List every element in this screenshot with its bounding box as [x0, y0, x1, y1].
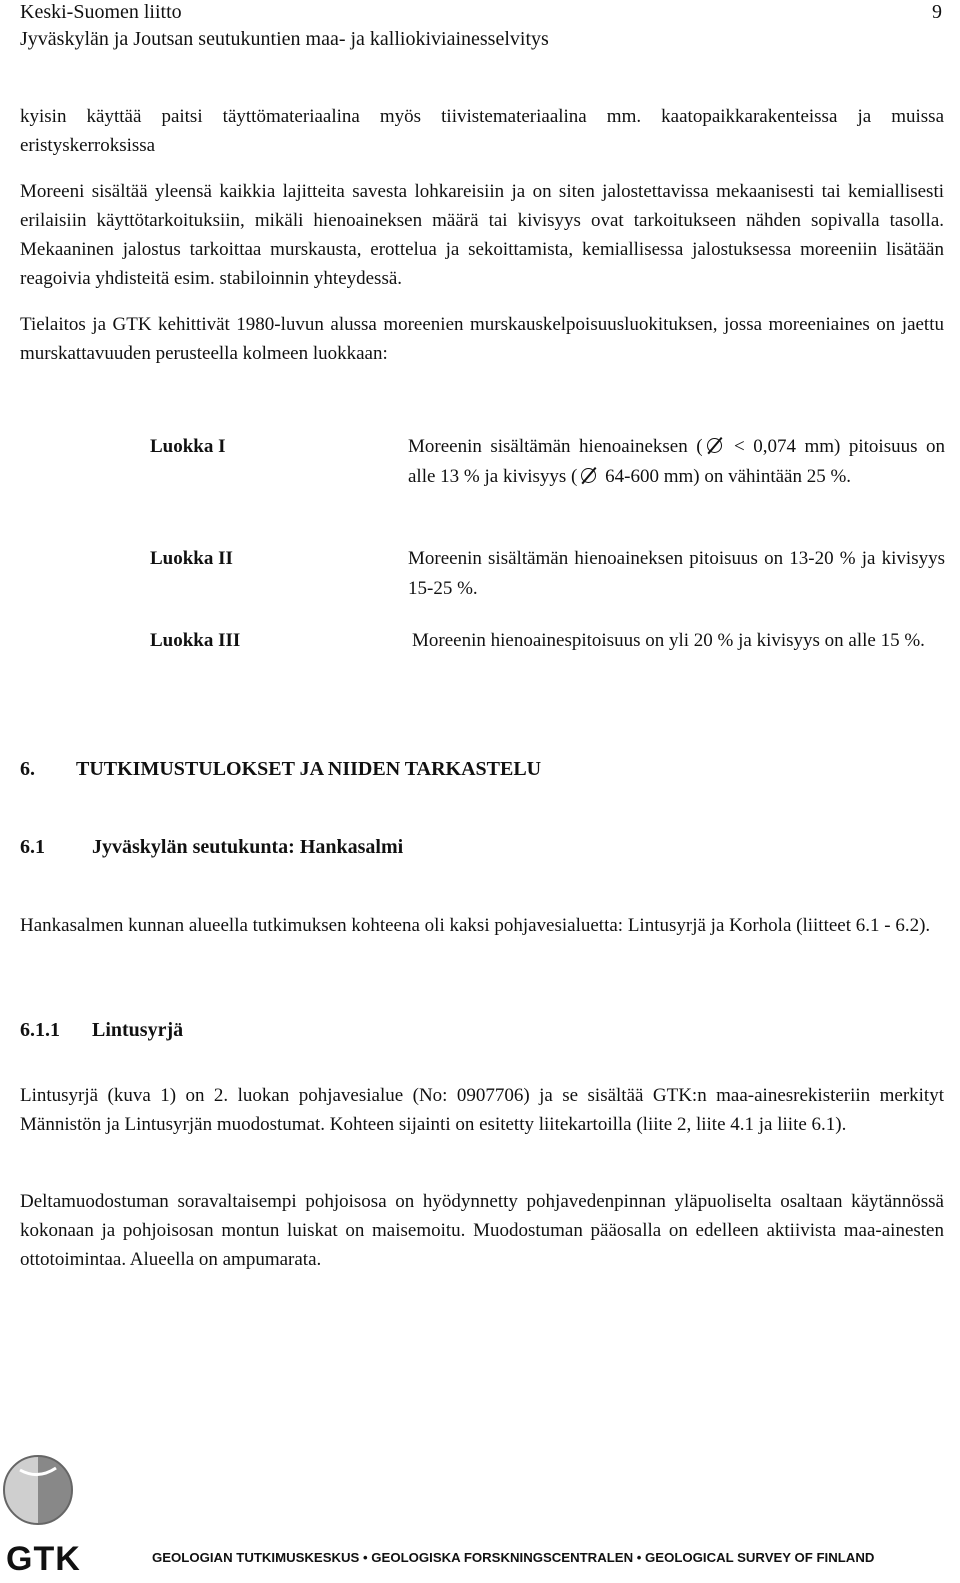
class-description: Moreenin sisältämän hienoaineksen pitoisuus on 13-20 % ja kivisyys 15-25 %. — [408, 548, 945, 599]
class-name: Luokka II — [150, 548, 233, 569]
survey-name-line: GEOLOGIAN TUTKIMUSKESKUS • GEOLOGISKA FORSKNINGSCENTRALEN • GEOLOGICAL SURVEY OF FINLAND — [152, 1550, 875, 1565]
page-number: 9 — [932, 1, 942, 23]
paragraph-2: Moreeni sisältää yleensä kaikkia lajitteita savesta lohkareisiin ja on siten jalostettavissa mekaanisesti tai kemiallisesti erilaisiin käyttötarkoituksiin, mikäli hienoaineksen määrä tai kivisyys ovat tarkoitukseen nähden sopivalla tasolla. Mekaaninen jalostus tarkoittaa murskausta, erottelua ja sekoittamista, kemiallisessa jalostuksessa moreeniin lisätään reagoivia yhdisteitä esim. stabiloinnin yhteydessä. — [20, 181, 944, 289]
class-name: Luokka I — [150, 436, 226, 457]
section-heading-6-1 — [20, 834, 720, 860]
section-number: 6. — [20, 758, 35, 780]
page-footer — [0, 1440, 960, 1583]
paragraph-hankasalmi: Hankasalmen kunnan alueella tutkimuksen kohteena oli kaksi pohjavesialuetta: Lintusyrjä ja Korhola (liitteet 6.1 - 6.2). — [20, 915, 931, 936]
section-title: Lintusyrjä — [92, 1019, 184, 1041]
class-description: Moreenin sisältämän hienoaineksen ( < 0,074 mm) pitoisuus on alle 13 % ja kivisyys ( 64-600 mm) on vähintään 25 %. — [408, 436, 945, 487]
section-number: 6.1.1 — [20, 1019, 60, 1041]
gtk-logo-text: GTK — [6, 1540, 81, 1578]
body-text — [20, 102, 944, 368]
organization-name: Keski-Suomen liitto — [20, 1, 182, 23]
section-heading-6 — [20, 756, 720, 782]
section-heading-6-1-1 — [20, 1017, 720, 1043]
section-number: 6.1 — [20, 836, 45, 858]
paragraph-lintusyrja-1: Lintusyrjä (kuva 1) on 2. luokan pohjavesialue (No: 0907706) ja se sisältää GTK:n maa-ainesrekisteriin merkityt Männistön ja Lintusyrjän muodostumat. Kohteen sijainti on esitetty liitekartoilla (liite 2, liite 4.1 ja liite 6.1). — [20, 1085, 944, 1135]
paragraph-3: Tielaitos ja GTK kehittivät 1980-luvun alussa moreenien murskauskelpoisuusluokituksen, jossa moreeniaines on jaettu murskattavuuden perusteella kolmeen luokkaan: — [20, 314, 944, 364]
page-header — [20, 0, 944, 51]
paragraph-lintusyrja-2: Deltamuodostuman soravaltaisempi pohjoisosa on hyödynnetty pohjavedenpinnan yläpuoliselta osaltaan käytännössä kokonaan ja pohjoisosan montun luiskat on maisemoitu. Muodostuman pääosalla on edelleen aktiivista maa-ainesten ottotoimintaa. Alueella on ampumarata. — [20, 1191, 944, 1270]
class-name: Luokka III — [150, 630, 241, 651]
paragraph-1: kyisin käyttää paitsi täyttömateriaalina myös tiivistemateriaalina mm. kaatopaikkarakenteissa ja muissa eristyskerroksissa — [20, 106, 944, 156]
diameter-icon — [706, 437, 723, 454]
report-title: Jyväskylän ja Joutsan seutukuntien maa- ja kalliokiviainesselvitys — [20, 28, 549, 50]
section-title: TUTKIMUSTULOKSET JA NIIDEN TARKASTELU — [76, 758, 542, 780]
diameter-icon — [580, 467, 597, 484]
section-title: Jyväskylän seutukunta: Hankasalmi — [92, 836, 404, 858]
class-description: Moreenin hienoainespitoisuus on yli 20 % ja kivisyys on alle 15 %. — [412, 630, 925, 651]
